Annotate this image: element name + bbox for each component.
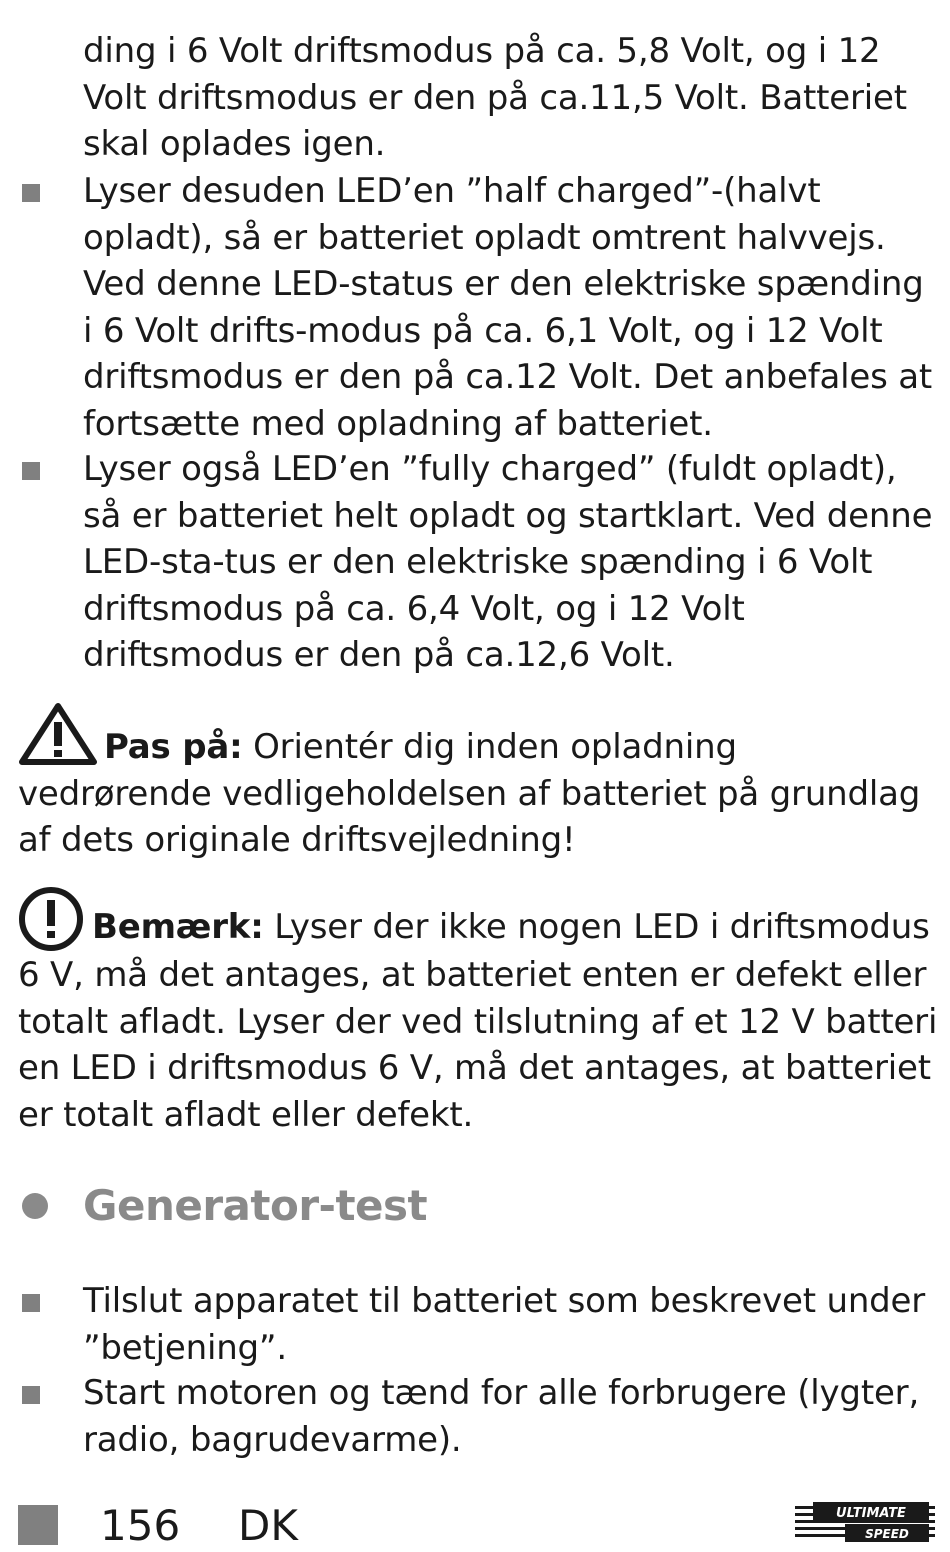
bullet-square-icon (22, 1386, 40, 1404)
svg-text:SPEED: SPEED (865, 1527, 909, 1541)
ultimate-speed-logo (795, 1500, 935, 1546)
continued-paragraph: ding i 6 Volt driftsmodus på ca. 5,8 Volt, og i 12 Volt driftsmodus er den på ca.11,5 Volt. Batteriet skal oplades igen. (83, 31, 907, 164)
exclamation-circle-icon (18, 886, 84, 952)
bullet-half-charged: Lyser desuden LED’en ”half charged”-(halvt opladt), så er batteriet opladt omtrent halvvejs. Ved denne LED-status er den elektriske spænding i 6 Volt drifts-modus på ca. 6,1 Volt, og i 12 Volt driftsmodus er den på ca.12 Volt. Det anbefales at fortsætte med opladning af batteriet. (83, 171, 932, 444)
language-code: DK (238, 1501, 298, 1550)
bullet-fully-charged: Lyser også LED’en ”fully charged” (fuldt opladt), så er batteriet helt opladt og startklart. Ved denne LED-sta-tus er den elektriske spænding i 6 Volt driftsmodus på ca. 6,4 Volt, og i 12 Volt driftsmodus er den på ca.12,6 Volt. (83, 449, 933, 675)
note-label: Bemærk: (92, 907, 264, 947)
footer-square-icon (18, 1505, 58, 1545)
bullet-square-icon (22, 462, 40, 480)
section-bullet-dot-icon (22, 1193, 48, 1219)
warning-text: Orientér dig inden opladning vedrørende vedligeholdelsen af batteriet på grundlag af dets originale driftsvejledning! (18, 727, 921, 860)
svg-text:ULTIMATE: ULTIMATE (836, 1506, 906, 1521)
warning-triangle-icon (18, 702, 98, 766)
section-heading: Generator-test (83, 1181, 428, 1230)
bullet-connect-device: Tilslut apparatet til batteriet som beskrevet under ”betjening”. (83, 1281, 926, 1368)
bullet-square-icon (22, 1294, 40, 1312)
bullet-square-icon (22, 184, 40, 202)
warning-label: Pas på: (104, 727, 243, 767)
note-text: Lyser der ikke nogen LED i driftsmodus 6 V, må det antages, at batteriet enten er defekt eller totalt afladt. Lyser der ved tilslutning af et 12 V batteri en LED i driftsmodus 6 V, må det antages, at batteriet er totalt afladt eller defekt. (18, 907, 938, 1135)
page-number: 156 (100, 1501, 181, 1550)
warning-block (18, 702, 938, 864)
bullet-start-motor: Start motoren og tænd for alle forbrugere (lygter, radio, bagrudevarme). (83, 1373, 920, 1460)
note-block (18, 886, 938, 1138)
